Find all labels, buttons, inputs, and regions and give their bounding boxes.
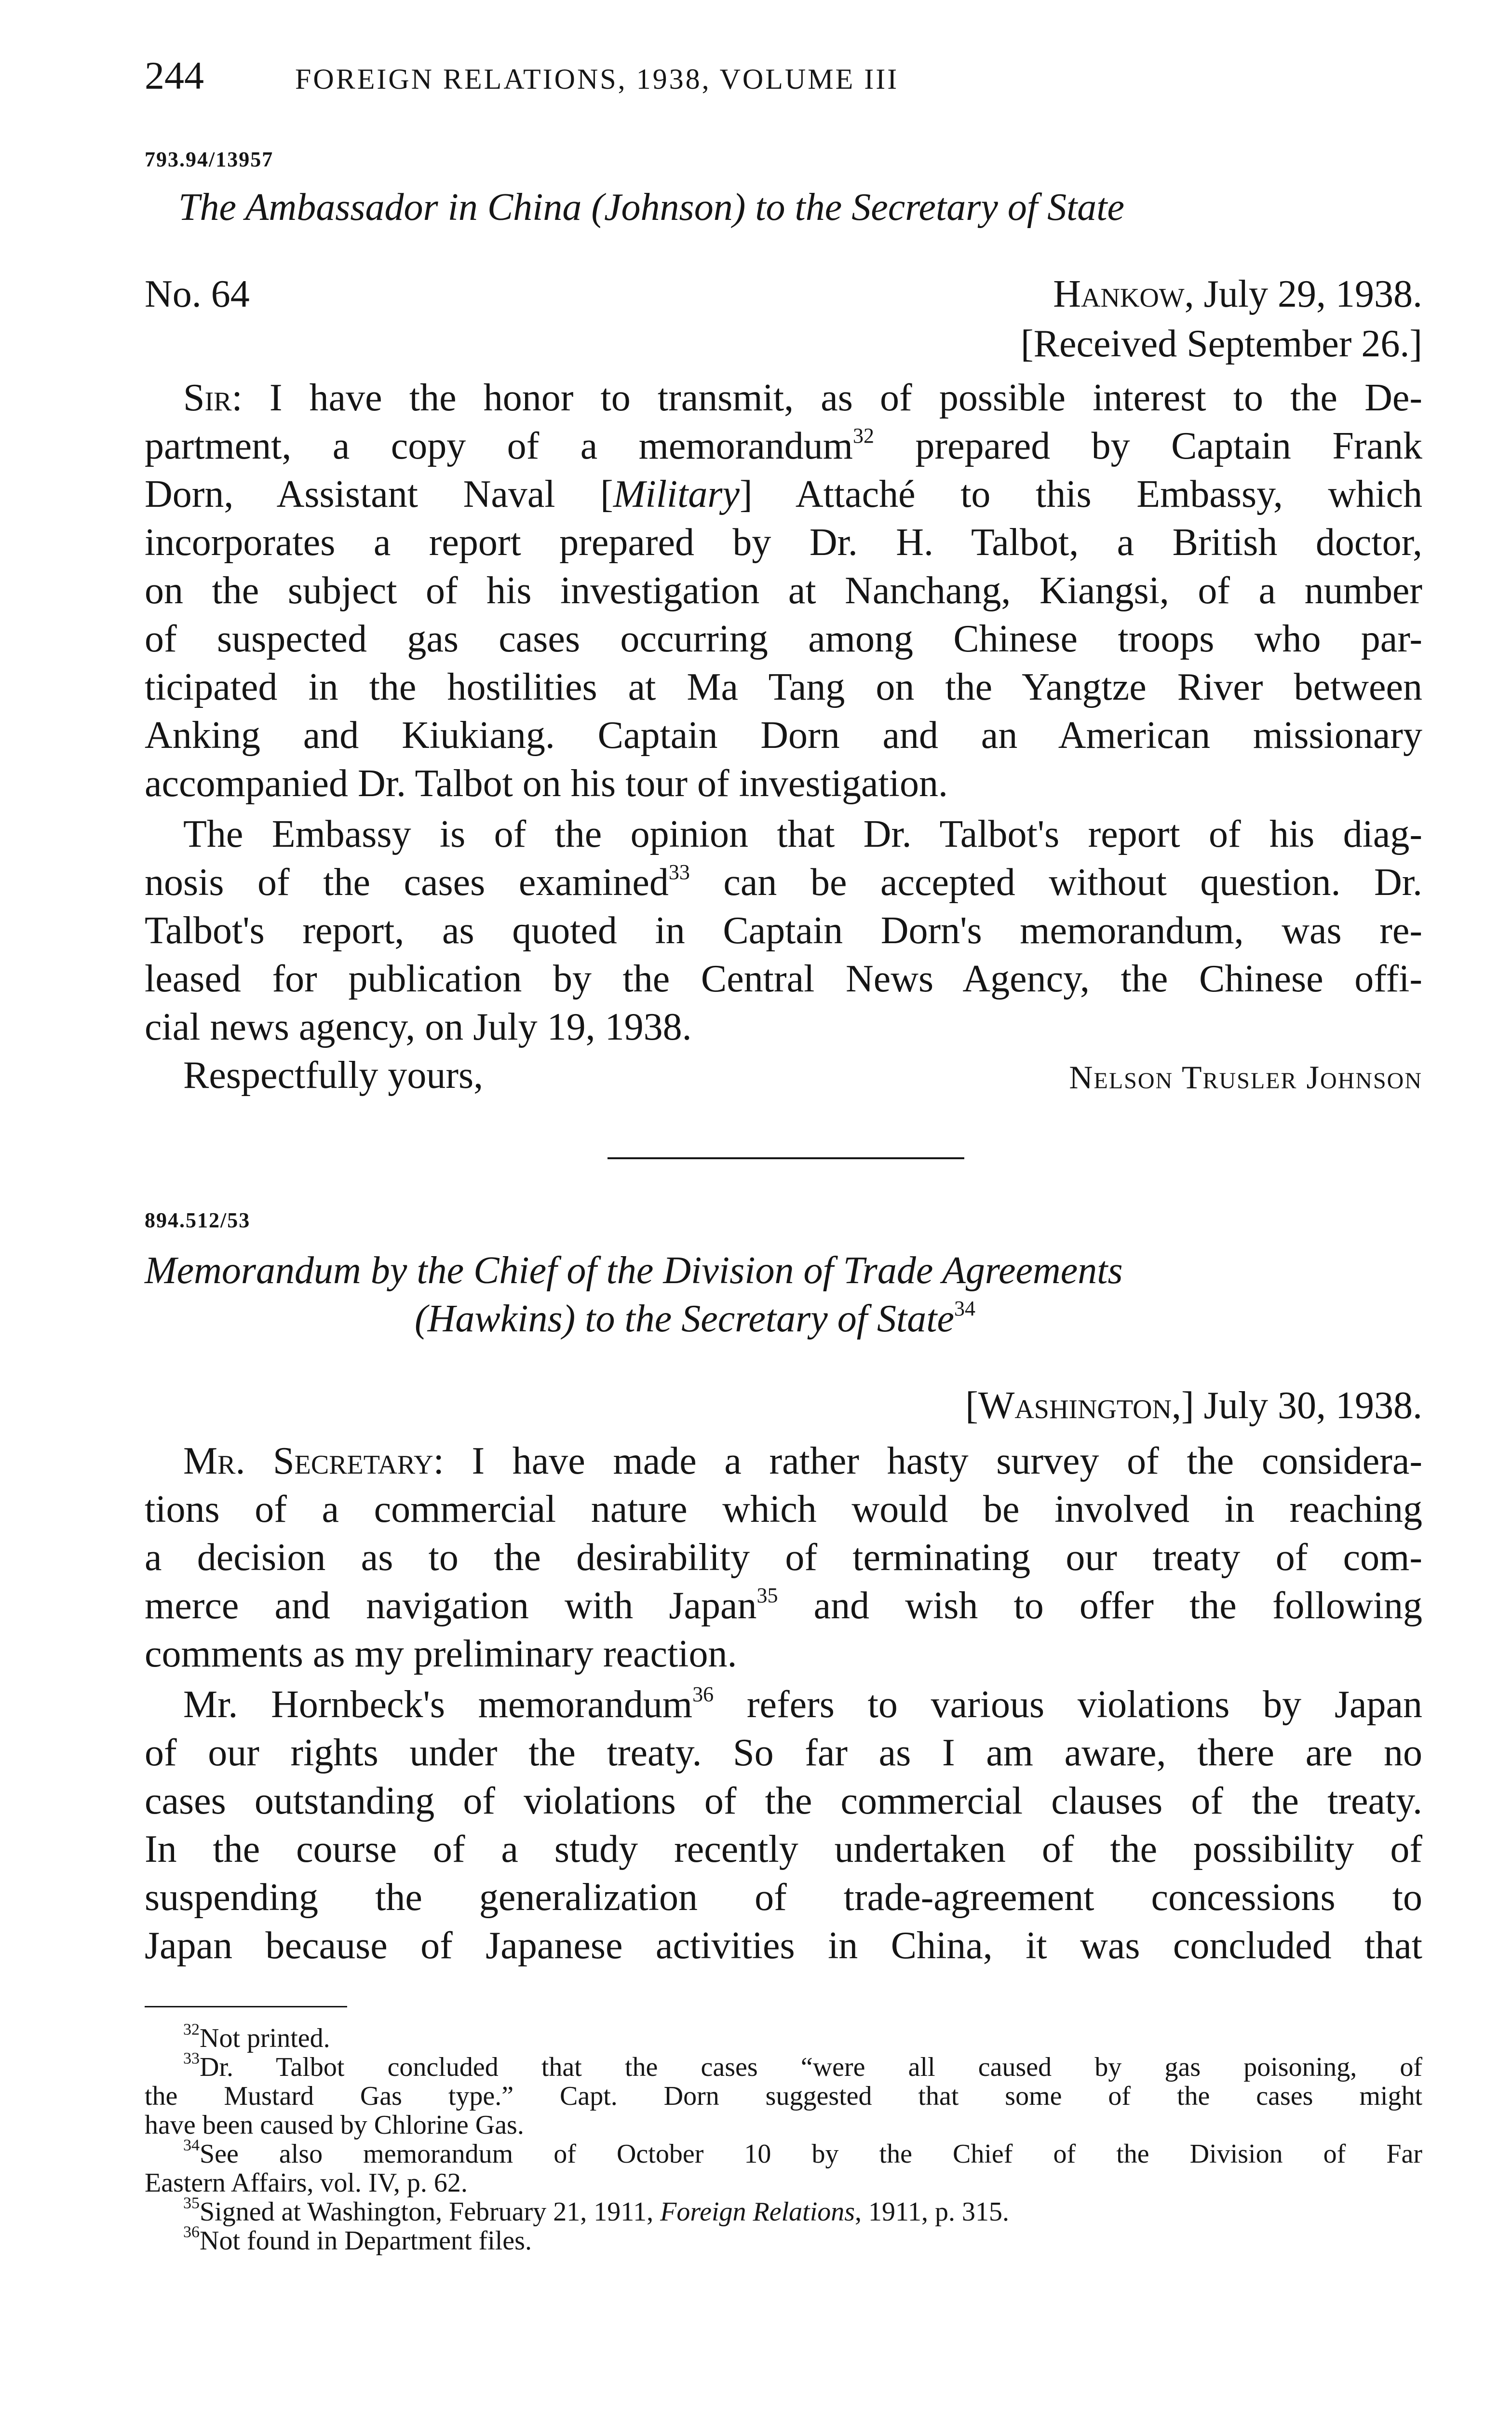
doc1-date: , July 29, 1938. [1184, 273, 1422, 315]
doc2-line-1: Mr. Secretary: I have made a rather hasty survey of the considera- [183, 1440, 1423, 1482]
page-header [145, 53, 899, 98]
footnote-33-line-3: have been caused by Chlorine Gas. [145, 2110, 524, 2140]
doc2-line-6: Mr. Hornbeck's memorandum$^{36}$ refers to various violations by Japan [183, 1682, 1423, 1726]
doc1-line-6: of suspected gas cases occurring among Chinese troops who par- [145, 618, 1422, 660]
footnote-33-line-2: the Mustard Gas type.” Capt. Dorn suggested that some of the cases might [145, 2081, 1422, 2111]
doc1-line-9: accompanied Dr. Talbot on his tour of investigation. [145, 762, 948, 805]
doc1-line-14: cial news agency, on July 19, 1938. [145, 1006, 692, 1048]
doc1-line-1: Sir: I have the honor to transmit, as of possible interest to the De- [183, 377, 1422, 419]
file-number-2: 894.512/53 [145, 1208, 251, 1232]
footnote-33-mark: 33 [183, 2049, 200, 2068]
doc1-salutation: Sir [183, 377, 232, 419]
footnote-34-line-2: Eastern Affairs, vol. IV, p. 62. [145, 2168, 468, 2198]
doc2-line-11: Japan because of Japanese activities in China, it was concluded that [145, 1924, 1422, 1967]
doc1-line-2: partment, a copy of a memorandum$^{32}$ prepared by Captain Frank [145, 424, 1422, 467]
footnote-ref-32: 32 [853, 424, 874, 447]
doc1-signature: Nelson Trusler Johnson [1069, 1059, 1422, 1096]
running-title: FOREIGN RELATIONS, 1938, VOLUME III [295, 63, 899, 95]
section-divider [608, 1157, 964, 1159]
doc1-line-11: nosis of the cases examined$^{33}$ can be accepted without question. Dr. [145, 860, 1422, 904]
doc1-received: [Received September 26.] [1020, 323, 1422, 365]
doc1-line-12: Talbot's report, as quoted in Captain Dorn's memorandum, was re- [145, 909, 1422, 952]
doc2-line-2: tions of a commercial nature which would be involved in reaching [145, 1488, 1422, 1531]
page-number: 244 [145, 54, 204, 97]
doc2-date: July 30, 1938. [1194, 1384, 1422, 1427]
doc1-line-10: The Embassy is of the opinion that Dr. Talbot's report of his diag- [183, 813, 1422, 855]
doc2-line-7: of our rights under the treaty. So far as I am aware, there are no [145, 1732, 1422, 1774]
doc2-line-5: comments as my preliminary reaction. [145, 1633, 737, 1675]
doc1-line-5: on the subject of his investigation at Nanchang, Kiangsi, of a number [145, 569, 1422, 612]
doc1-line-7: ticipated in the hostilities at Ma Tang on the Yangtze River between [145, 666, 1422, 708]
doc1-dateline [820, 272, 1422, 316]
doc1-line-13: leased for publication by the Central News Agency, the Chinese offi- [145, 958, 1422, 1000]
doc2-line-4: merce and navigation with Japan$^{35}$ and wish to offer the following [145, 1584, 1423, 1627]
doc2-dateline [723, 1384, 1422, 1428]
footnote-rule [145, 2006, 347, 2007]
footnote-36: $^{36}$Not found in Department files. [183, 2223, 532, 2256]
doc1-line-8: Anking and Kiukiang. Captain Dorn and an American missionary [145, 714, 1422, 757]
doc2-line-9: In the course of a study recently undertaken of the possibility of [145, 1828, 1422, 1870]
doc2-title-line-1: Memorandum by the Chief of the Division of Trade Agreements [145, 1249, 1123, 1292]
doc2-place: [Washington,] [965, 1384, 1194, 1427]
doc1-place: Hankow [1053, 273, 1185, 315]
footnote-34-mark: 34 [183, 2136, 200, 2154]
footnote-35: $^{35}$Signed at Washington, February 21, 1911, Foreign Relations, 1911, p. 315. [183, 2194, 1009, 2227]
doc2-salutation: Mr. Secretary [183, 1440, 433, 1482]
doc1-title: The Ambassador in China (Johnson) to the Secretary of State [178, 186, 1125, 229]
footnote-ref-33: 33 [668, 860, 690, 884]
doc2-line-10: suspending the generalization of trade-agreement concessions to [145, 1876, 1422, 1919]
footnote-32: $^{32}$Not printed. [183, 2020, 330, 2053]
doc1-closing: Respectfully yours, [183, 1054, 484, 1097]
doc1-line-4: incorporates a report prepared by Dr. H. Talbot, a British doctor, [145, 521, 1422, 564]
footnote-ref-35: 35 [756, 1584, 778, 1607]
doc2-line-8: cases outstanding of violations of the commercial clauses of the treaty. [145, 1780, 1422, 1822]
doc2-title-line-2: (Hawkins) to the Secretary of State$^{34}$ [415, 1297, 975, 1340]
doc1-number: No. 64 [145, 273, 250, 315]
doc2-line-3: a decision as to the desirability of terminating our treaty of com- [145, 1536, 1422, 1579]
footnote-33-line-1: $^{33}$Dr. Talbot concluded that the cases “were all caused by gas poisoning, of [183, 2049, 1422, 2082]
file-number-1: 793.94/13957 [145, 148, 274, 171]
footnote-ref-34: 34 [954, 1297, 975, 1320]
footnote-ref-36: 36 [692, 1682, 714, 1706]
footnote-34-line-1: $^{34}$See also memorandum of October 10 by the Chief of the Division of Far [183, 2136, 1422, 2169]
doc1-line-3: Dorn, Assistant Naval [Military] Attaché to this Embassy, which [145, 473, 1423, 515]
